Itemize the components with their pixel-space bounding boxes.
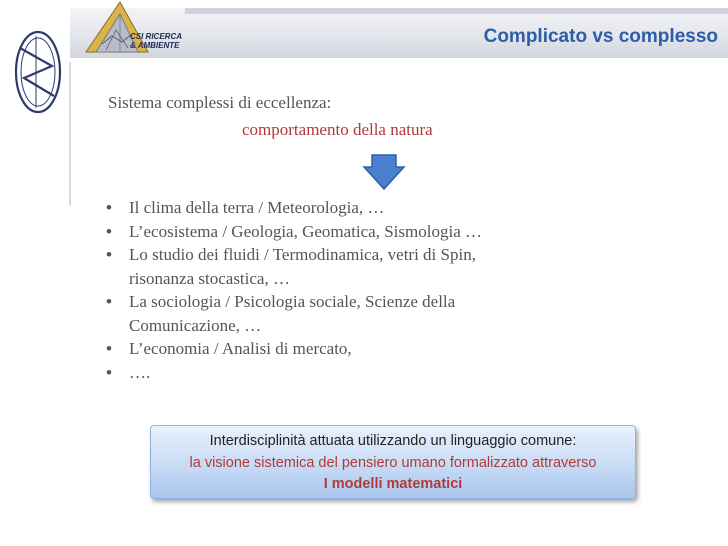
logo-text xyxy=(130,32,182,50)
header-bar-top-stripe xyxy=(185,8,728,14)
list-item-text: Lo studio dei fluidi / Termodinamica, vetri di Spin, xyxy=(129,245,476,264)
list-item-text: …. xyxy=(129,362,151,382)
list-item-text: L’ecosistema / Geologia, Geomatica, Sismologia … xyxy=(129,221,482,241)
down-arrow-icon xyxy=(362,153,406,191)
list-item-text-continuation: Comunicazione, … xyxy=(129,315,262,335)
list-item xyxy=(106,196,666,220)
list-item-text: Il clima della terra / Meteorologia, … xyxy=(129,198,385,217)
intro-emphasis: comportamento della natura xyxy=(242,120,433,139)
list-item xyxy=(106,361,666,385)
callout-line-1: Interdisciplinità attuata utilizzando un linguaggio comune: xyxy=(209,433,577,449)
left-vertical-rule xyxy=(69,62,71,206)
list-item-text: La sociologia / Psicologia sociale, Scienze della xyxy=(129,292,456,311)
logo-text-line1: CSI RICERCA xyxy=(130,32,183,41)
list-item xyxy=(106,220,666,244)
slide-title: Complicato vs complesso xyxy=(483,26,718,47)
bullet-list xyxy=(106,196,666,384)
callout-line-2: la visione sistemica del pensiero umano formalizzato attraverso xyxy=(189,455,597,471)
slide-header xyxy=(0,0,728,62)
circular-sigma-emblem-icon xyxy=(12,26,64,118)
list-item-text: L’economia / Analisi di mercato, xyxy=(129,339,352,358)
list-item xyxy=(106,337,666,361)
list-item-text-continuation: risonanza stocastica, … xyxy=(129,268,290,288)
callout-line-3: I modelli matematici xyxy=(323,476,463,492)
list-item xyxy=(106,290,666,337)
logo-text-line2: & AMBIENTE xyxy=(130,41,180,50)
intro-text: Sistema complessi di eccellenza: xyxy=(108,93,332,112)
callout-box xyxy=(150,425,636,499)
list-item xyxy=(106,243,666,290)
